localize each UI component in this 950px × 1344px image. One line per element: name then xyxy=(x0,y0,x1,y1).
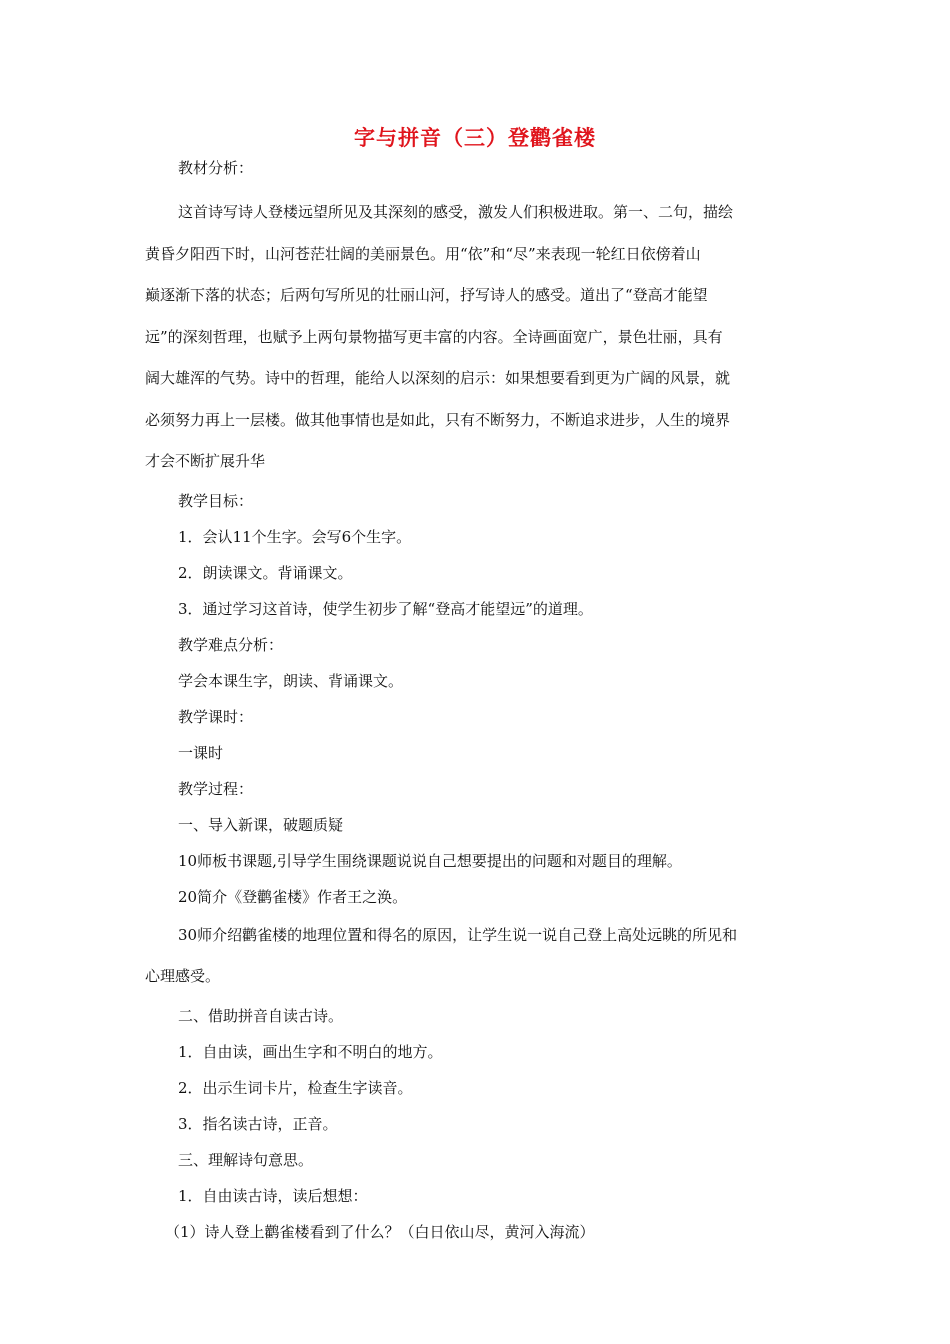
process-heading: 教学过程： xyxy=(178,779,254,798)
analysis-line: 黄昏夕阳西下时，山河苍茫壮阔的美丽景色。用“依”和“尽”来表现一轮红日依傍着山 xyxy=(145,244,701,263)
step1-item: 10师板书课题,引导学生围绕课题说说自己想要提出的问题和对题目的理解。 xyxy=(178,851,682,870)
goal-item: 3．通过学习这首诗，使学生初步了解“登高才能望远”的道理。 xyxy=(178,599,593,618)
difficulty-text: 学会本课生字，朗读、背诵课文。 xyxy=(178,671,404,690)
step3-subitem: （1）诗人登上鹳雀楼看到了什么？（白日依山尽，黄河入海流） xyxy=(165,1222,595,1241)
hours-heading: 教学课时： xyxy=(178,707,254,726)
document-body xyxy=(145,150,807,1250)
analysis-paragraph xyxy=(145,192,807,483)
analysis-line: 这首诗写诗人登楼远望所见及其深刻的感受，激发人们积极进取。第一、二句，描绘 xyxy=(178,203,734,221)
step2-item: 2．出示生词卡片，检查生字读音。 xyxy=(178,1078,413,1097)
step1-item3-paragraph xyxy=(145,915,807,998)
step3-heading: 三、理解诗句意思。 xyxy=(178,1150,314,1169)
goals-heading: 教学目标： xyxy=(178,491,254,510)
analysis-line: 巅逐渐下落的状态；后两句写所见的壮丽山河，抒写诗人的感受。道出了“登高才能望 xyxy=(145,286,708,304)
goal-item: 1．会认11个生字。会写6个生字。 xyxy=(178,527,412,546)
difficulty-heading: 教学难点分析： xyxy=(178,635,284,654)
analysis-line: 阔大雄浑的气势。诗中的哲理，能给人以深刻的启示：如果想要看到更为广阔的风景，就 xyxy=(145,369,731,387)
step3-item: 1．自由读古诗，读后想想： xyxy=(178,1186,368,1205)
hours-text: 一课时 xyxy=(178,743,224,762)
step2-item: 1．自由读，画出生字和不明白的地方。 xyxy=(178,1042,443,1061)
analysis-line: 必须努力再上一层楼。做其他事情也是如此，只有不断努力，不断追求进步，人生的境界 xyxy=(145,410,731,429)
step1-item3-line: 心理感受。 xyxy=(145,967,221,985)
analysis-line: 远”的深刻哲理，也赋予上两句景物描写更丰富的内容。全诗画面宽广，景色壮丽，具有 xyxy=(145,327,723,346)
step2-item: 3．指名读古诗，正音。 xyxy=(178,1114,338,1133)
document-title: 字与拼音（三）登鹳雀楼 xyxy=(354,126,596,150)
analysis-heading: 教材分析： xyxy=(178,159,254,177)
step1-heading: 一、导入新课，破题质疑 xyxy=(178,815,344,834)
step1-item3-line: 30师介绍鹳雀楼的地理位置和得名的原因，让学生说一说自己登上高处远眺的所见和 xyxy=(178,925,738,944)
step2-heading: 二、借助拼音自读古诗。 xyxy=(178,1006,344,1025)
analysis-line: 才会不断扩展升华 xyxy=(145,452,266,470)
goal-item: 2．朗读课文。背诵课文。 xyxy=(178,563,353,582)
step1-item: 20简介《登鹳雀楼》作者王之涣。 xyxy=(178,887,408,906)
